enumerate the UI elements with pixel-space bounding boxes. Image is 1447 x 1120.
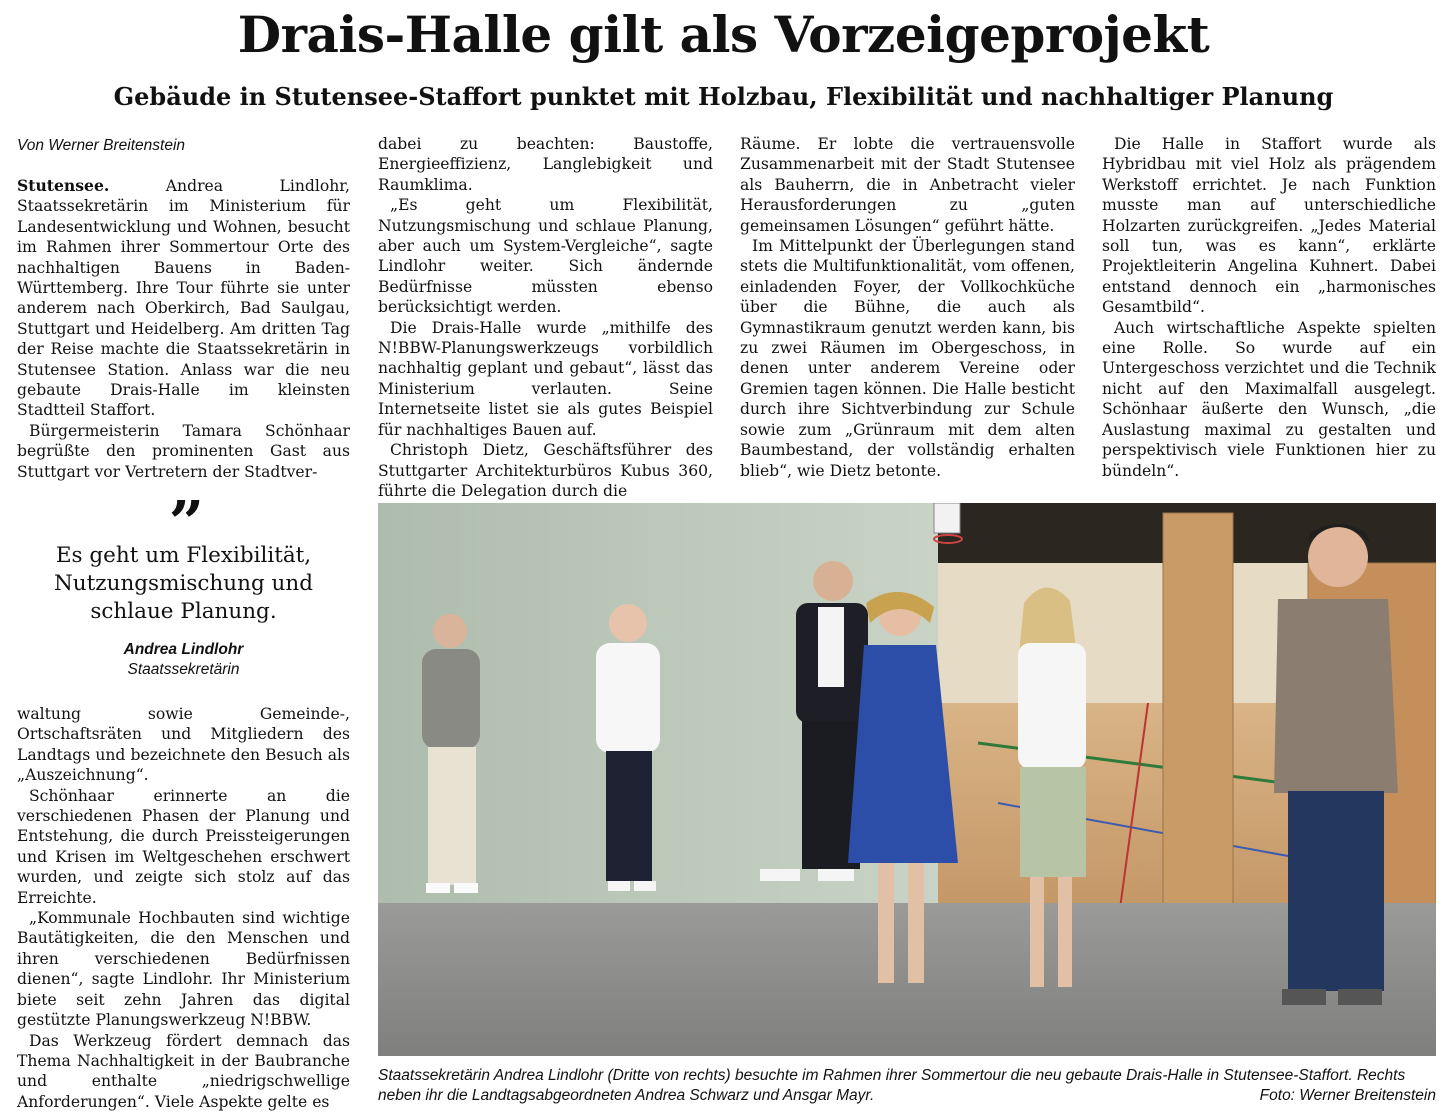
pull-quote-text: Es geht um Flexibilität, Nutzungsmischung und schlaue Planung. [53,543,314,624]
article-paragraph: Im Mittelpunkt der Überlegungen stand stets die Multifunktionalität, vom offenen, einladenden Foyer, der Vollkochküche über die Bühne, die auch als Gymnastikraum genutzt werden kann, bis zu zwei Räumen im Obergeschoss, in denen unter anderem Vereine oder Gremien tagen können. Die Halle besticht durch ihre Sichtverbindung zur Schule sowie zum „Grünraum mit dem alten Baumbestand, der vollständig erhalten blieb“, wie Dietz betonte. [740,237,1075,480]
article-paragraph: „Kommunale Hochbauten sind wichtige Bautätigkeiten, die den Menschen und ihren verschiedenen Bedürfnissen dienen“, sagte Lindlohr. Ihr Ministerium biete seit zehn Jahren das digital gestützte Planungswerkzeug N!BBW. [17,909,350,1030]
pull-quote [17,500,350,680]
photo-illustration [378,503,1436,1056]
subheadline: Gebäude in Stutensee-Staffort punktet mit Holzbau, Flexibilität und nachhaltiger Planung [113,82,1334,111]
caption-text: Staatssekretärin Andrea Lindlohr (Dritte von rechts) besuchte im Rahmen ihrer Sommertour die neu gebaute Drais-Halle in Stutensee-Staffort. Rechts neben ihr die Landtagsabgeordneten Andrea Schwarz und Ansgar Mayr. [378,1067,1406,1104]
article-paragraph: dabei zu beachten: Baustoffe, Energieeffizienz, Langlebigkeit und Raumklima. [378,135,713,194]
article-paragraph: Christoph Dietz, Geschäftsführer des Stuttgarter Architekturbüros Kubus 360, führte die Delegation durch die [378,441,713,500]
pull-quote-author: Andrea Lindlohr [123,641,244,658]
pull-quote-role: Staatssekretärin [127,661,240,678]
article-paragraph: Das Werkzeug fördert demnach das Thema Nachhaltigkeit in der Baubranche und enthalte „niedrigschwellige Anforderungen“. Viele Aspekte gelte es [17,1031,350,1111]
byline: Von Werner Breitenstein [17,137,186,154]
photo-credit: Foto: Werner Breitenstein [1259,1087,1436,1104]
article-paragraph: Auch wirtschaftliche Aspekte spielten eine Rolle. So wurde auf ein Untergeschoss verzichtet und die Technik nicht auf den Maximalfall ausgelegt. Schönhaar äußerte den Wunsch, „die Auslastung maximal zu gestalten und perspektivisch viele Funktionen hier zu bündeln“. [1102,318,1436,480]
article-column-4 [1102,134,1436,481]
article-column-1 [17,176,350,482]
person-1 [422,614,480,893]
article-paragraph: „Es geht um Flexibilität, Nutzungsmischung und schlaue Planung, aber auch um System-Vergleiche“, sagte Lindlohr weiter. Sich ändernde Bedürfnisse müssten ebenso berücksichtigt werden. [378,196,713,317]
dateline: Stutensee. [17,176,110,195]
article-paragraph: Die Drais-Halle wurde „mithilfe des N!BBW-Planungswerkzeugs vorbildlich nachhaltig geplant und gebaut“, lässt das Ministerium verlauten. Seine Internetseite listet sie als gutes Beispiel für nachhaltiges Bauen auf. [378,318,713,439]
paragraph-text: Andrea Lindlohr, Staatssekretärin im Ministerium für Landesentwicklung und Wohnen, besucht im Rahmen ihrer Sommertour Orte des nachhaltigen Bauens in Baden-Württemberg. Ihre Tour führte sie unter anderem nach Oberkirch, Bad Saulgau, Stuttgart und Heidelberg. Am dritten Tag der Reise machte die Staatssekretärin in Stutensee Station. Anlass war die neu gebaute Drais-Halle im kleinsten Stadtteil Staffort. [17,177,350,420]
article-column-2 [378,134,713,501]
article-paragraph: Schönhaar erinnerte an die verschiedenen Phasen der Planung und Entstehung, die durch Preissteigerungen und Krisen im Weltgeschehen erschwert wurden, und zeigte sich stolz auf das Erreichte. [17,786,350,907]
article-paragraph: waltung sowie Gemeinde-, Ortschaftsräten und Mitgliedern des Landtags und bezeichnete den Besuch als „Auszeichnung“. [17,705,350,785]
article-photo [378,503,1436,1056]
article-column-1-continued [17,704,350,1112]
article-paragraph [17,176,350,421]
article-paragraph: Die Halle in Staffort wurde als Hybridbau mit viel Holz als prägendem Werkstoff errichtet. Je nach Funktion musste man auf unterschiedliche Holzarten zurückgreifen. „Jedes Material soll tun, was es kann“, erklärte Projektleiterin Angelina Kuhnert. Dabei entstand dennoch ein „harmonisches Gesamtbild“. [1102,135,1436,317]
article-paragraph: Bürgermeisterin Tamara Schönhaar begrüßte den prominenten Gast aus Stuttgart vor Vertretern der Stadtver- [17,421,350,481]
article-paragraph: Räume. Er lobte die vertrauensvolle Zusammenarbeit mit der Stadt Stutensee als Bauherrn, die in Anbetracht vieler Herausforderungen zu „guten gemeinsamen Lösungen“ geführt hätte. [740,135,1075,235]
headline: Drais-Halle gilt als Vorzeigeprojekt [237,5,1210,64]
photo-caption [378,1066,1436,1106]
quote-mark-icon: ” [168,500,199,540]
article-column-3 [740,134,1075,481]
